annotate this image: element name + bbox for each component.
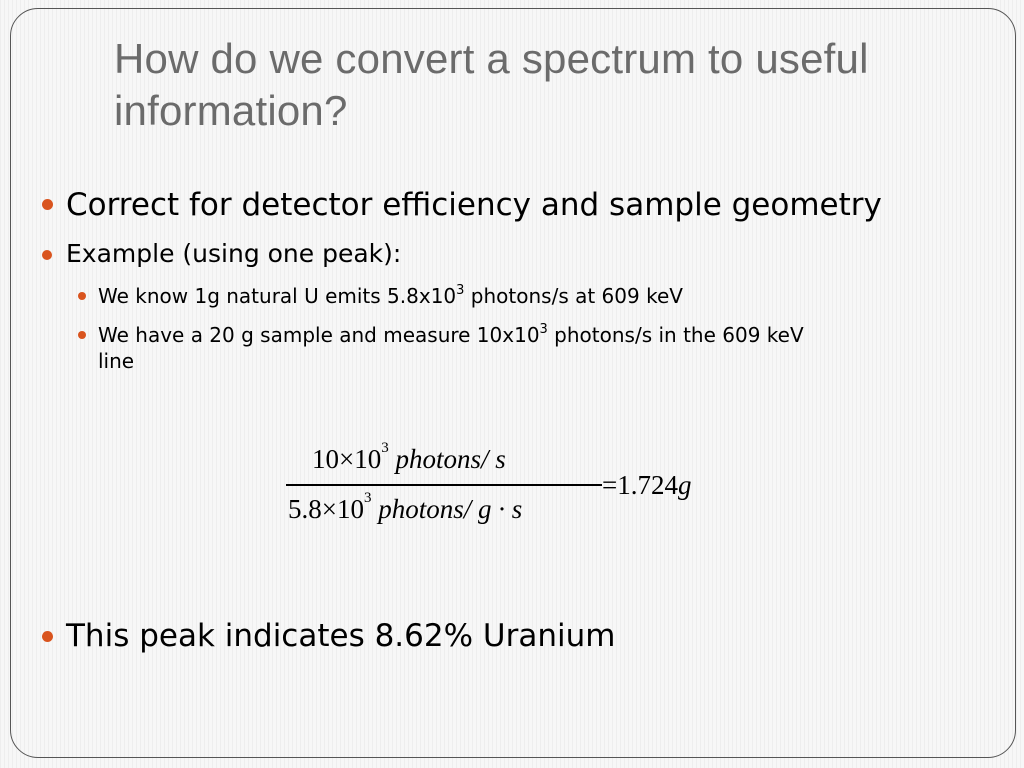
fraction-bar xyxy=(286,484,602,486)
bullet-sample-line2: line xyxy=(98,349,135,373)
bullet-natural-u-emission xyxy=(98,283,683,309)
exponent: 3 xyxy=(456,283,465,299)
numerator-exponent: 3 xyxy=(381,440,389,456)
result-value: =1.724 xyxy=(602,470,678,500)
bullet-uranium-result: This peak indicates 8.62% Uranium xyxy=(66,618,616,654)
equation-denominator xyxy=(288,490,523,525)
result-unit: g xyxy=(677,470,692,500)
equation-numerator xyxy=(312,440,506,475)
bullet-dot-icon xyxy=(78,292,86,300)
denominator-coefficient: 5.8×10 xyxy=(288,494,364,524)
bullet-detector-efficiency: Correct for detector efficiency and sample geometry xyxy=(66,187,882,223)
numerator-coefficient: 10×10 xyxy=(312,444,382,474)
exponent: 3 xyxy=(539,322,548,338)
numerator-units: photons/ s xyxy=(395,444,506,474)
slide-title: How do we convert a spectrum to useful information? xyxy=(114,35,869,134)
bullet-sample-measurement xyxy=(98,322,998,374)
denominator-exponent: 3 xyxy=(363,490,372,506)
bullet-sample-suffix: photons/s in the 609 keV xyxy=(547,323,804,347)
bullet-dot-icon xyxy=(42,631,53,642)
bullet-example: Example (using one peak): xyxy=(66,239,402,268)
bullet-sample-text: We have a 20 g sample and measure 10x10 xyxy=(98,323,540,347)
bullet-natural-u-text: We know 1g natural U emits 5.8x10 xyxy=(98,284,457,308)
equation-result xyxy=(602,470,691,501)
bullet-dot-icon xyxy=(42,199,53,210)
bullet-dot-icon xyxy=(42,250,52,260)
bullet-dot-icon xyxy=(78,331,86,339)
denominator-units: photons/ g · s xyxy=(378,494,523,524)
bullet-natural-u-suffix: photons/s at 609 keV xyxy=(464,284,683,308)
